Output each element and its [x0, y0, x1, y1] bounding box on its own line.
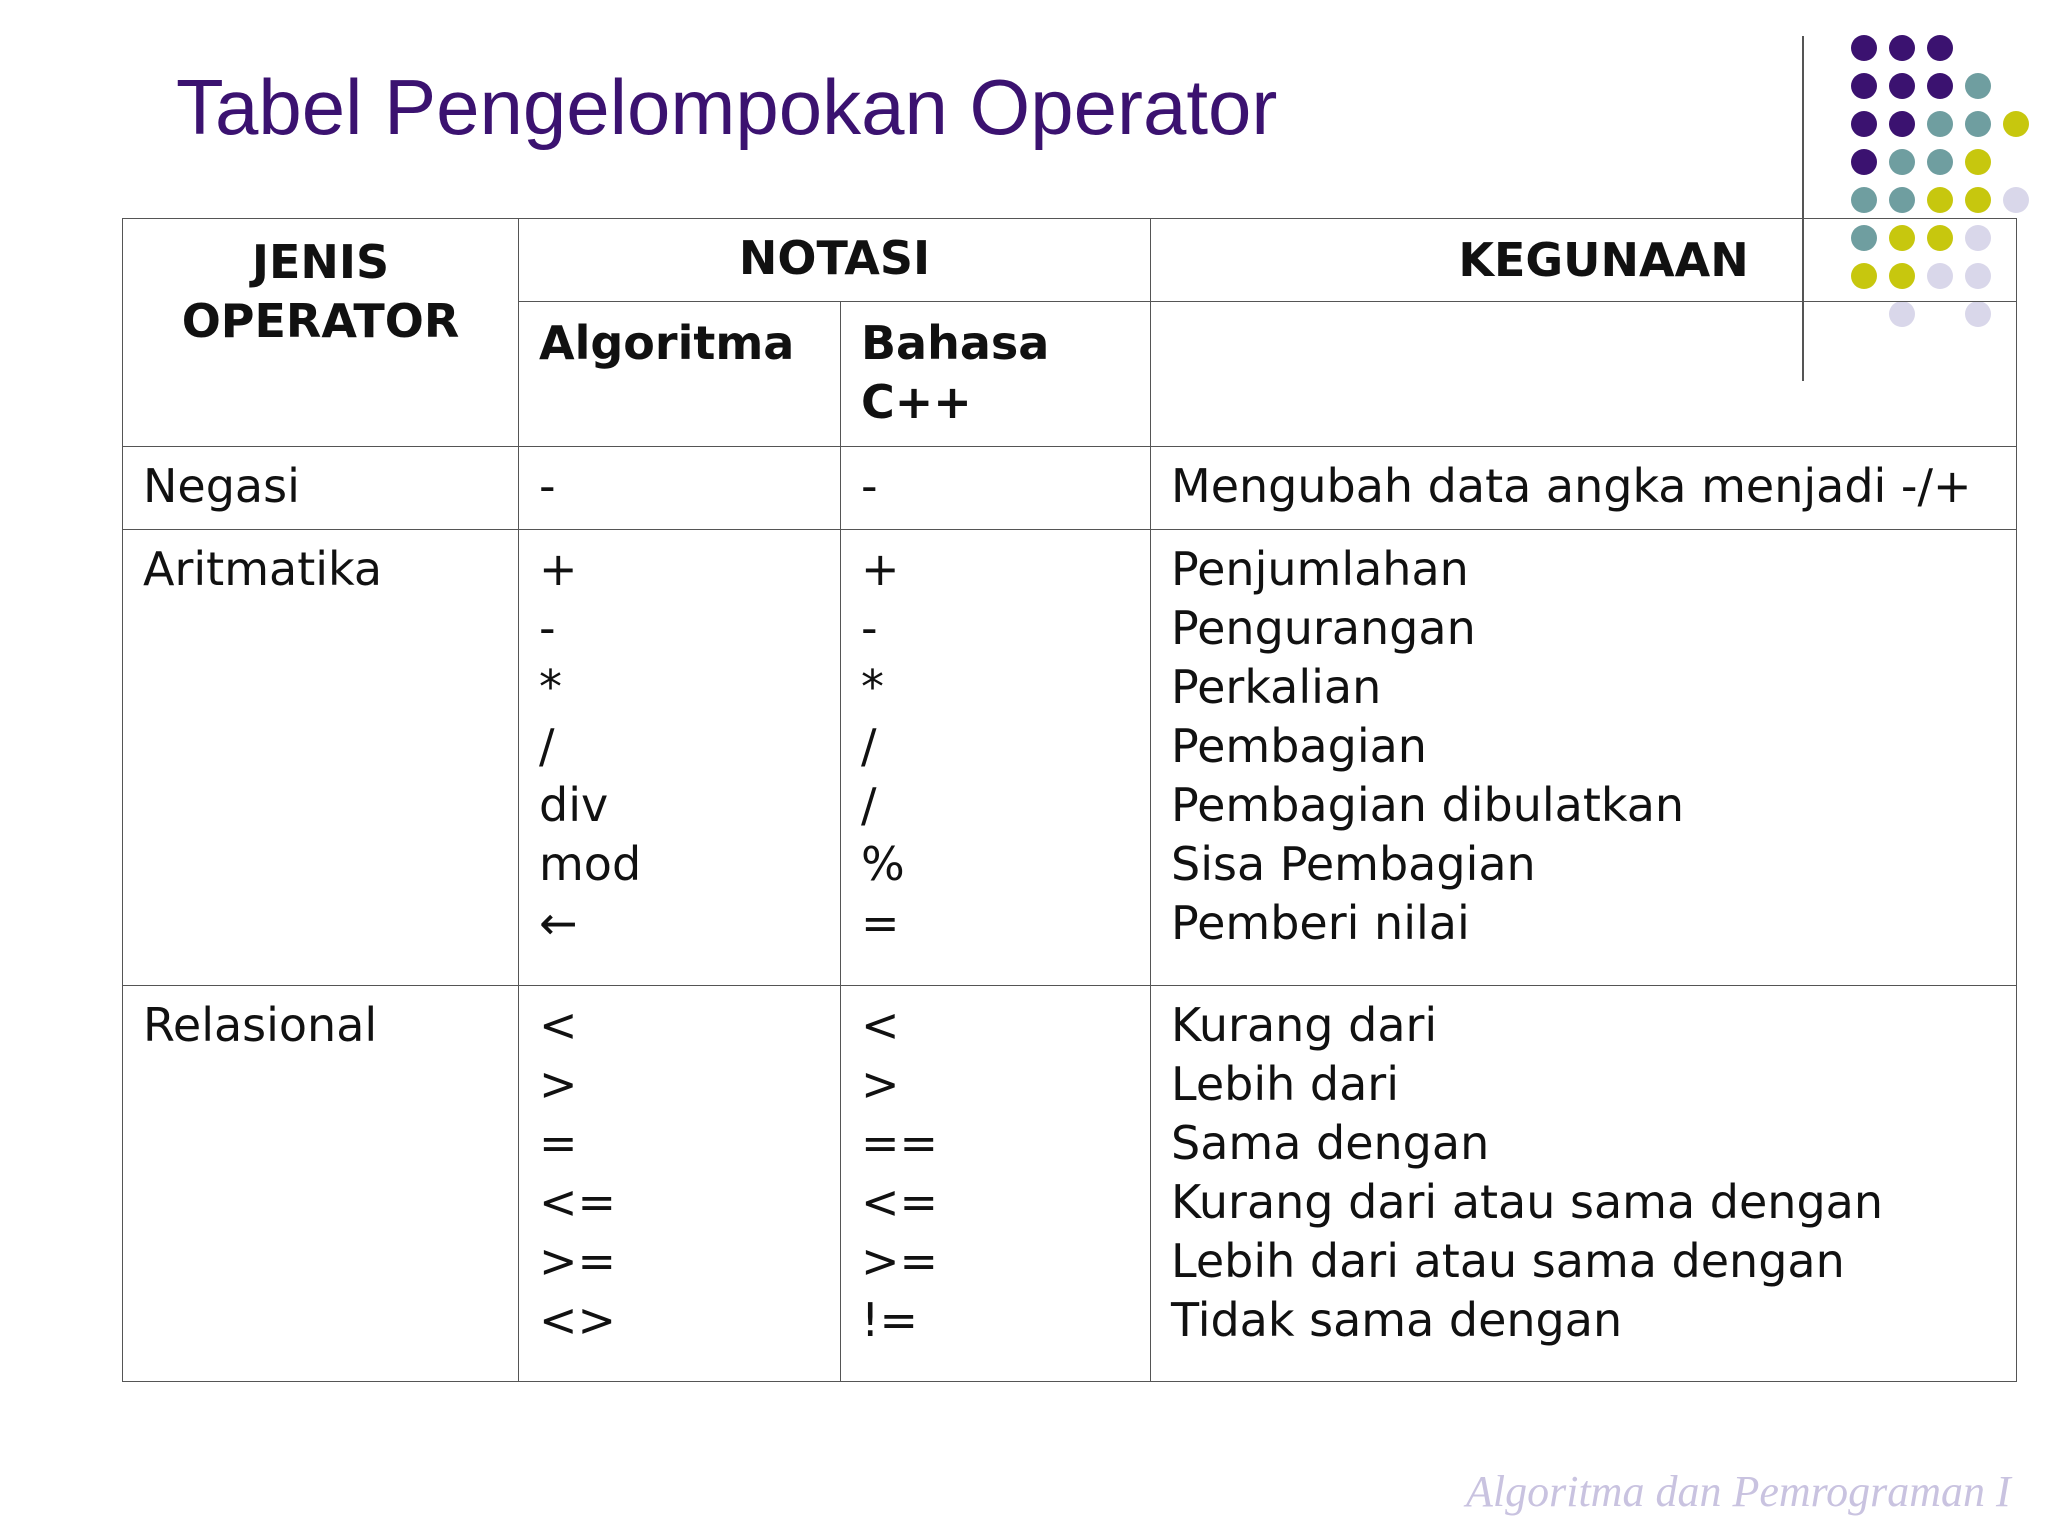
slide-title: Tabel Pengelompokan Operator: [176, 63, 1278, 151]
dot: [1927, 187, 1953, 213]
cell-algoritma: -: [519, 447, 841, 530]
cell-jenis: Negasi: [123, 447, 519, 530]
cell-algoritma: < > = <= >= <>: [519, 986, 841, 1382]
dot: [1965, 111, 1991, 137]
slide-footer: Algoritma dan Pemrograman I: [1466, 1467, 2011, 1516]
dot: [1889, 187, 1915, 213]
table-row: [123, 986, 2017, 1382]
dot: [1927, 73, 1953, 99]
dot: [1851, 149, 1877, 175]
cell-bahasa: -: [841, 447, 1151, 530]
operator-table: [122, 218, 2017, 1382]
cell-kegunaan: Penjumlahan Pengurangan Perkalian Pembagian Pembagian dibulatkan Sisa Pembagian Pemberi nilai: [1151, 530, 2017, 986]
header-jenis-operator: JENIS OPERATOR: [123, 219, 519, 447]
table-row: [123, 447, 2017, 530]
dot: [1889, 73, 1915, 99]
dot: [1851, 111, 1877, 137]
dot: [1889, 35, 1915, 61]
dot: [1965, 73, 1991, 99]
header-kegunaan: KEGUNAAN: [1151, 219, 2017, 302]
cell-jenis: Aritmatika: [123, 530, 519, 986]
cell-jenis: Relasional: [123, 986, 519, 1382]
table-header-row: [123, 219, 2017, 302]
dot: [1927, 111, 1953, 137]
header-empty-cell: [1151, 302, 2017, 447]
dot: [1889, 149, 1915, 175]
cell-bahasa: + - * / / % =: [841, 530, 1151, 986]
dot: [2003, 187, 2029, 213]
cell-kegunaan: Kurang dari Lebih dari Sama dengan Kurang dari atau sama dengan Lebih dari atau sama dengan Tidak sama dengan: [1151, 986, 2017, 1382]
dot: [1927, 35, 1953, 61]
table-row: [123, 530, 2017, 986]
dot: [1889, 111, 1915, 137]
dot: [1965, 187, 1991, 213]
cell-algoritma: + - * / div mod ←: [519, 530, 841, 986]
dot: [1851, 73, 1877, 99]
dot: [1851, 187, 1877, 213]
dot: [1927, 149, 1953, 175]
dot: [1851, 35, 1877, 61]
header-algoritma: Algoritma: [519, 302, 841, 447]
cell-kegunaan: Mengubah data angka menjadi -/+: [1151, 447, 2017, 530]
header-notasi: NOTASI: [519, 219, 1151, 302]
header-bahasa-cpp: Bahasa C++: [841, 302, 1151, 447]
dot: [2003, 111, 2029, 137]
cell-bahasa: < > == <= >= !=: [841, 986, 1151, 1382]
dot: [1965, 149, 1991, 175]
